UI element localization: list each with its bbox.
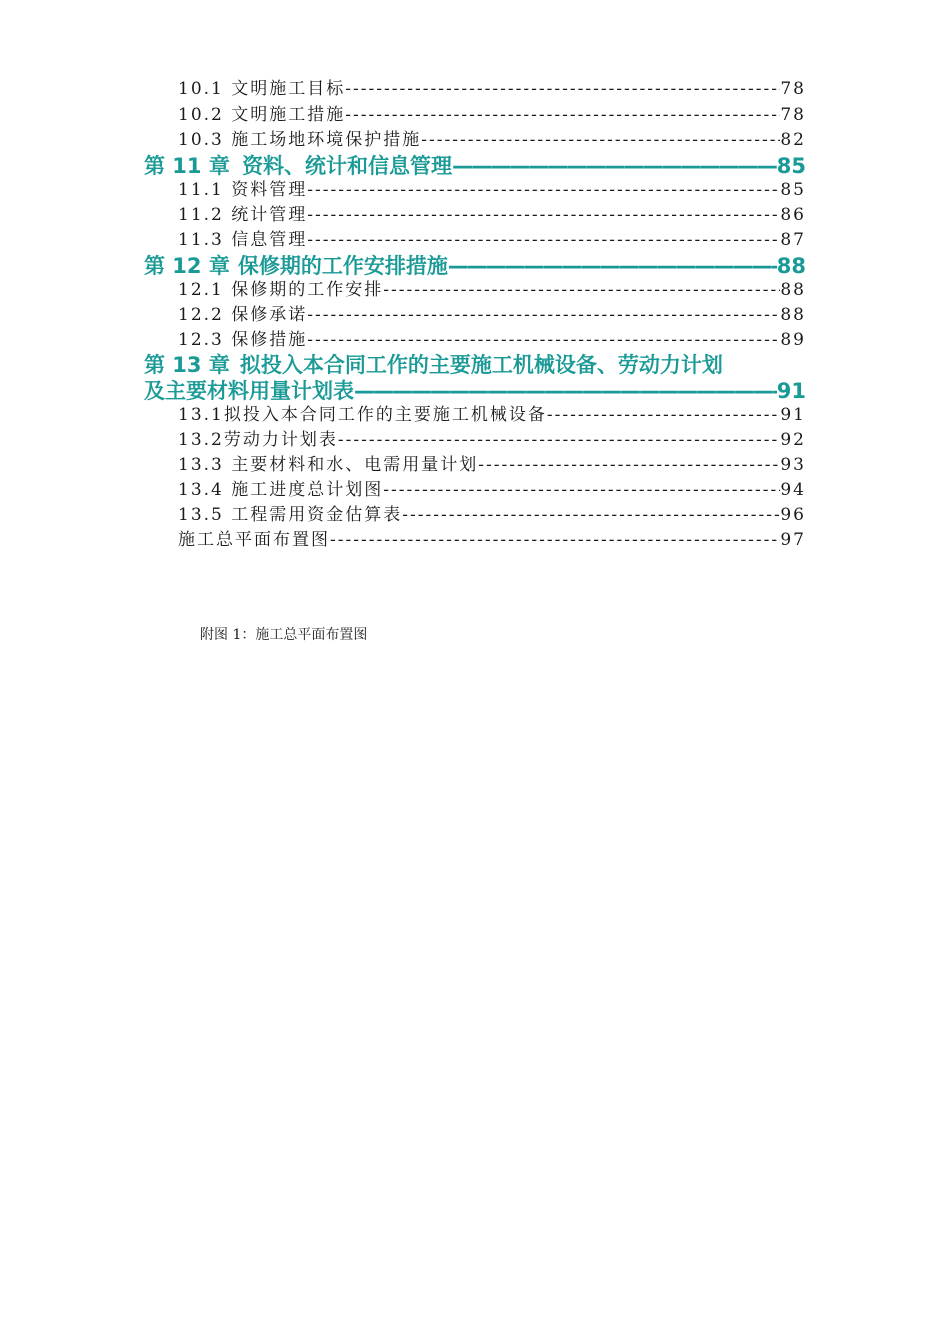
toc-chapter-13-line1[interactable]	[144, 352, 806, 378]
toc-leader	[345, 78, 780, 100]
toc-page-number: 82	[780, 130, 806, 150]
toc-chapter-11[interactable]	[144, 153, 806, 179]
toc-page-number: 88	[780, 305, 806, 325]
toc-page-number: 91	[776, 379, 806, 403]
chapter-number: 第 13 章	[144, 353, 230, 377]
toc-entry-12-1[interactable]	[178, 279, 806, 301]
toc-entry-10-1[interactable]	[178, 78, 806, 100]
toc-page-number: 91	[780, 405, 806, 425]
toc-entry-13-5[interactable]	[178, 504, 806, 526]
toc-leader	[330, 529, 780, 551]
toc-entry-10-2[interactable]	[178, 104, 806, 126]
toc-leader	[547, 404, 781, 426]
toc-leader	[452, 153, 777, 179]
toc-entry-11-3[interactable]	[178, 229, 806, 251]
toc-leader	[421, 129, 780, 151]
toc-page-number: 85	[776, 154, 806, 178]
toc-page-number: 88	[780, 280, 806, 300]
toc-page-number: 93	[780, 455, 806, 475]
toc-page-number: 94	[780, 480, 806, 500]
chapter-number: 第 12 章	[144, 254, 230, 278]
chapter-title-continued: 及主要材料用量计划表	[144, 379, 354, 403]
toc-leader	[307, 204, 780, 226]
toc-entry-11-2[interactable]	[178, 204, 806, 226]
toc-entry-12-2[interactable]	[178, 304, 806, 326]
toc-entry-site-plan[interactable]	[178, 529, 806, 551]
toc-leader	[383, 279, 780, 301]
toc-page-number: 89	[780, 330, 806, 350]
toc-page-number: 78	[780, 105, 806, 125]
toc-entry-13-3[interactable]	[178, 454, 806, 476]
toc-page-number: 85	[780, 180, 806, 200]
toc-leader	[307, 304, 780, 326]
toc-entry-label: 13.5 工程需用资金估算表	[178, 505, 403, 525]
toc-entry-label: 施工总平面布置图	[178, 530, 330, 550]
toc-entry-10-3[interactable]	[178, 129, 806, 151]
toc-entry-12-3[interactable]	[178, 329, 806, 351]
toc-leader	[354, 378, 777, 404]
toc-page-number: 96	[780, 505, 806, 525]
toc-leader	[402, 504, 780, 526]
toc-page-number: 87	[780, 230, 806, 250]
toc-entry-label: 13.3 主要材料和水、电需用量计划	[178, 455, 479, 475]
chapter-title: 拟投入本合同工作的主要施工机械设备、劳动力计划	[239, 353, 723, 377]
toc-chapter-12[interactable]	[144, 253, 806, 279]
toc-page-number: 86	[780, 205, 806, 225]
toc-leader	[448, 253, 777, 279]
toc-page-number: 92	[780, 430, 806, 450]
toc-entry-label: 11.2 统计管理	[178, 205, 308, 225]
toc-page-number: 78	[780, 79, 806, 99]
toc-entry-label: 11.1 资料管理	[178, 180, 308, 200]
toc-leader	[338, 429, 781, 451]
figure-caption: 附图 1：施工总平面布置图	[200, 627, 368, 643]
chapter-number: 第 11 章	[144, 154, 230, 178]
toc-leader	[307, 229, 780, 251]
toc-entry-label: 10.1 文明施工目标	[178, 79, 346, 99]
toc-page-number: 88	[776, 254, 806, 278]
toc-entry-label: 11.3 信息管理	[178, 230, 308, 250]
toc-leader	[345, 104, 780, 126]
toc-entry-11-1[interactable]	[178, 179, 806, 201]
toc-leader	[383, 479, 780, 501]
toc-leader	[478, 454, 780, 476]
chapter-title: 保修期的工作安排措施	[237, 254, 448, 278]
toc-page-number: 97	[780, 530, 806, 550]
toc-entry-label: 13.4 施工进度总计划图	[178, 480, 384, 500]
toc-entry-13-4[interactable]	[178, 479, 806, 501]
toc-entry-label: 10.3 施工场地环境保护措施	[178, 130, 422, 150]
toc-leader	[307, 329, 780, 351]
chapter-title: 资料、统计和信息管理	[242, 154, 453, 178]
toc-entry-13-1[interactable]	[178, 404, 806, 426]
toc-leader	[307, 179, 780, 201]
toc-chapter-13-line2[interactable]	[144, 378, 806, 404]
toc-entry-13-2[interactable]	[178, 429, 806, 451]
toc-entry-label: 13.1拟投入本合同工作的主要施工机械设备	[178, 405, 547, 425]
toc-entry-label: 12.3 保修措施	[178, 330, 308, 350]
toc-entry-label: 12.1 保修期的工作安排	[178, 280, 384, 300]
toc-entry-label: 13.2劳动力计划表	[178, 430, 338, 450]
toc-entry-label: 10.2 文明施工措施	[178, 105, 346, 125]
toc-entry-label: 12.2 保修承诺	[178, 305, 308, 325]
